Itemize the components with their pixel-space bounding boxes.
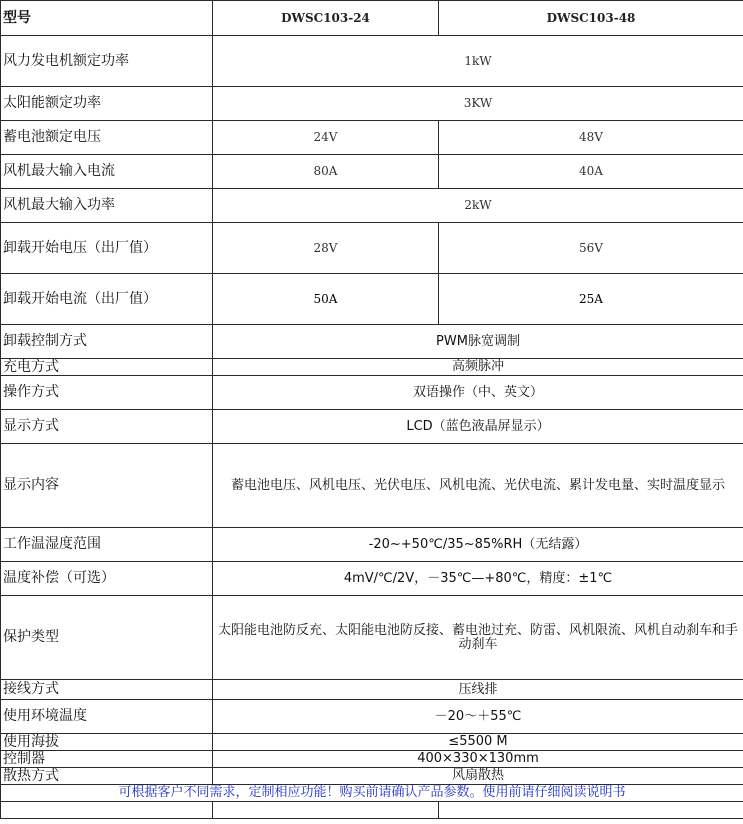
table-row bbox=[1, 562, 743, 596]
row-value: 1kW bbox=[213, 36, 743, 87]
row-label: 风力发电机额定功率 bbox=[1, 36, 213, 87]
table-row bbox=[1, 189, 743, 223]
row-value-b: 56V bbox=[439, 223, 743, 274]
table-row bbox=[1, 700, 743, 734]
row-label: 风机最大输入功率 bbox=[1, 189, 213, 223]
row-value: 3KW bbox=[213, 87, 743, 121]
row-value: 高频脉冲 bbox=[213, 359, 743, 376]
row-label: 风机最大输入电流 bbox=[1, 155, 213, 189]
row-label: 卸载开始电流（出厂值） bbox=[1, 274, 213, 325]
row-value: 双语操作（中、英文） bbox=[213, 376, 743, 410]
row-label: 控制器 bbox=[1, 751, 213, 768]
row-value-a: 24V bbox=[213, 121, 439, 155]
table-row bbox=[1, 785, 743, 802]
row-value: 蓄电池电压、风机电压、光伏电压、风机电流、光伏电流、累计发电量、实时温度显示 bbox=[213, 444, 743, 528]
row-value-a: 80A bbox=[213, 155, 439, 189]
row-label: 使用海拔 bbox=[1, 734, 213, 751]
table-row bbox=[1, 768, 743, 785]
row-value-a: 50A bbox=[213, 274, 439, 325]
row-label: 卸载控制方式 bbox=[1, 325, 213, 359]
row-label: 显示方式 bbox=[1, 410, 213, 444]
row-value-a: 28V bbox=[213, 223, 439, 274]
row-value: 太阳能电池防反充、太阳能电池防反接、蓄电池过充、防雷、风机限流、风机自动刹车和手动刹车 bbox=[213, 596, 743, 680]
table-row bbox=[1, 680, 743, 700]
footer-note: 可根据客户不同需求，定制相应功能！购买前请确认产品参数。使用前请仔细阅读说明书 bbox=[1, 785, 743, 802]
table-row bbox=[1, 36, 743, 87]
row-value: LCD（蓝色液晶屏显示） bbox=[213, 410, 743, 444]
row-value: －20～＋55℃ bbox=[213, 700, 743, 734]
row-label: 保护类型 bbox=[1, 596, 213, 680]
row-value: 风扇散热 bbox=[213, 768, 743, 785]
row-value-b: 40A bbox=[439, 155, 743, 189]
table-row bbox=[1, 325, 743, 359]
row-value: 压线排 bbox=[213, 680, 743, 700]
row-value: 4mV/℃/2V，－35℃—+80℃，精度：±1℃ bbox=[213, 562, 743, 596]
row-value: -20~+50℃/35~85%RH（无结露） bbox=[213, 528, 743, 562]
table-row bbox=[1, 751, 743, 768]
table-row bbox=[1, 274, 743, 325]
row-value-b: 48V bbox=[439, 121, 743, 155]
table-row bbox=[1, 121, 743, 155]
table-row bbox=[1, 444, 743, 528]
row-value: PWM脉宽调制 bbox=[213, 325, 743, 359]
table-row bbox=[1, 87, 743, 121]
row-value: ≤5500 M bbox=[213, 734, 743, 751]
table-row bbox=[1, 1, 743, 36]
row-label: 显示内容 bbox=[1, 444, 213, 528]
header-label: 型号 bbox=[1, 1, 213, 36]
row-label: 蓄电池额定电压 bbox=[1, 121, 213, 155]
row-label: 接线方式 bbox=[1, 680, 213, 700]
empty-cell bbox=[439, 802, 743, 819]
header-model-a: DWSC103-24 bbox=[213, 1, 439, 36]
table-row bbox=[1, 596, 743, 680]
row-label: 卸载开始电压（出厂值） bbox=[1, 223, 213, 274]
row-label: 操作方式 bbox=[1, 376, 213, 410]
table-row bbox=[1, 528, 743, 562]
row-label: 工作温湿度范围 bbox=[1, 528, 213, 562]
table-row bbox=[1, 410, 743, 444]
row-label: 太阳能额定功率 bbox=[1, 87, 213, 121]
table-row bbox=[1, 155, 743, 189]
table-row bbox=[1, 734, 743, 751]
table-row bbox=[1, 359, 743, 376]
table-row bbox=[1, 802, 743, 819]
table-row bbox=[1, 223, 743, 274]
row-label: 温度补偿（可选） bbox=[1, 562, 213, 596]
row-label: 使用环境温度 bbox=[1, 700, 213, 734]
row-value-b: 25A bbox=[439, 274, 743, 325]
row-label: 散热方式 bbox=[1, 768, 213, 785]
row-value: 400×330×130mm bbox=[213, 751, 743, 768]
header-model-b: DWSC103-48 bbox=[439, 1, 743, 36]
row-label: 充电方式 bbox=[1, 359, 213, 376]
empty-cell bbox=[1, 802, 213, 819]
empty-cell bbox=[213, 802, 439, 819]
row-value: 2kW bbox=[213, 189, 743, 223]
table-row bbox=[1, 376, 743, 410]
